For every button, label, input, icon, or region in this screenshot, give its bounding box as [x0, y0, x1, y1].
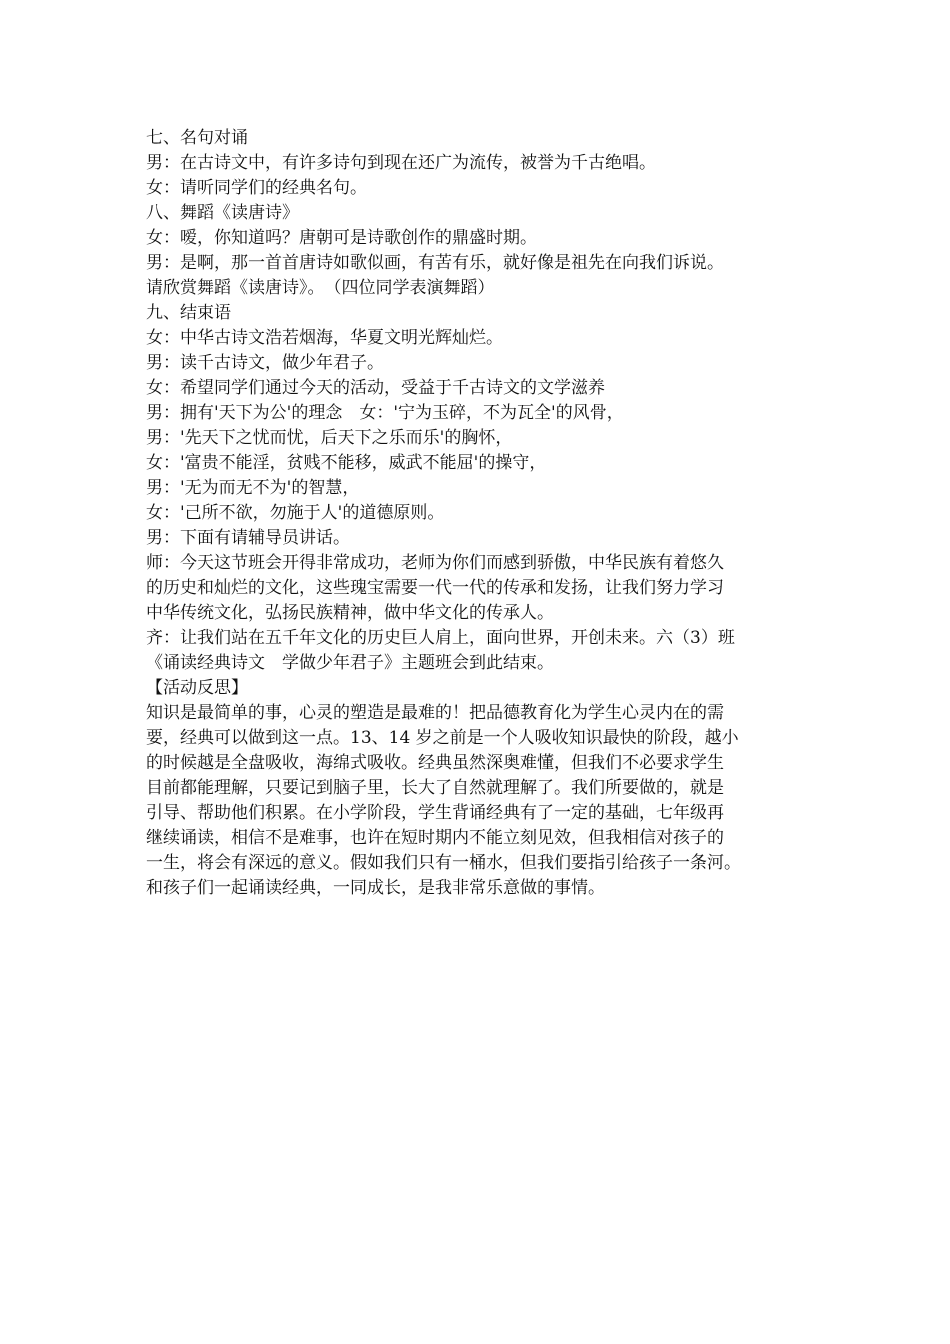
dialogue-line: 男：读千古诗文，做少年君子。 — [146, 353, 384, 373]
teacher-speech — [146, 551, 826, 626]
paragraph-line: 的历史和灿烂的文化，这些瑰宝需要一代一代的传承和发扬，让我们努力学习 — [146, 578, 724, 598]
paragraph-line: 的时候越是全盘吸收，海绵式吸收。经典虽然深奥难懂，但我们不必要求学生 — [146, 753, 724, 773]
paragraph-line: 知识是最简单的事，心灵的塑造是最难的！把品德教育化为学生心灵内在的需 — [146, 703, 724, 723]
dialogue-line: 女：请听同学们的经典名句。 — [146, 178, 367, 198]
stage-direction: 请欣赏舞蹈《读唐诗》。 （四位同学表演舞蹈） — [146, 278, 495, 298]
dialogue-line: 女：希望同学们通过今天的活动，受益于千古诗文的文学滋养 — [146, 378, 605, 398]
paragraph-line: 《诵读经典诗文 学做少年君子》主题班会到此结束。 — [146, 653, 554, 673]
dialogue-line: 男：'无为而无不为'的智慧， — [146, 478, 360, 498]
paragraph-line: 和孩子们一起诵读经典，一同成长，是我非常乐意做的事情。 — [146, 878, 605, 898]
document-body — [146, 126, 826, 901]
section-heading-8: 八、舞蹈《读唐诗》 — [146, 203, 299, 223]
paragraph-line: 中华传统文化，弘扬民族精神，做中华文化的传承人。 — [146, 603, 554, 623]
closing-speech — [146, 626, 826, 676]
dialogue-line: 女：'富贵不能淫，贫贱不能移，威武不能屈'的操守， — [146, 453, 547, 473]
dialogue-line: 男：拥有'天下为公'的理念 女：'宁为玉碎，不为瓦全'的风骨， — [146, 403, 624, 423]
paragraph-line: 一生，将会有深远的意义。假如我们只有一桶水，但我们要指引给孩子一条河。 — [146, 853, 741, 873]
paragraph-line: 继续诵读，相信不是难事，也许在短时期内不能立刻见效，但我相信对孩子的 — [146, 828, 724, 848]
dialogue-line: 女：嗳，你知道吗？唐朝可是诗歌创作的鼎盛时期。 — [146, 228, 537, 248]
paragraph-line: 师：今天这节班会开得非常成功，老师为你们而感到骄傲，中华民族有着悠久 — [146, 553, 724, 573]
paragraph-line: 齐：让我们站在五千年文化的历史巨人肩上，面向世界，开创未来。六（3）班 — [146, 628, 735, 648]
reflection-heading: 【活动反思】 — [146, 678, 248, 698]
section-heading-7: 七、名句对诵 — [146, 128, 248, 148]
reflection-paragraph — [146, 701, 826, 901]
dialogue-line: 女：'己所不欲，勿施于人'的道德原则。 — [146, 503, 445, 523]
dialogue-line: 男：'先天下之忧而忧，后天下之乐而乐'的胸怀， — [146, 428, 513, 448]
paragraph-line: 要，经典可以做到这一点。13、14 岁之前是一个人吸收知识最快的阶段，越小 — [146, 728, 739, 748]
dialogue-line: 男：下面有请辅导员讲话。 — [146, 528, 350, 548]
dialogue-line: 男：是啊，那一首首唐诗如歌似画，有苦有乐，就好像是祖先在向我们诉说。 — [146, 253, 724, 273]
dialogue-line: 女：中华古诗文浩若烟海，华夏文明光辉灿烂。 — [146, 328, 503, 348]
paragraph-line: 目前都能理解，只要记到脑子里，长大了自然就理解了。我们所要做的，就是 — [146, 778, 724, 798]
section-heading-9: 九、结束语 — [146, 303, 231, 323]
dialogue-line: 男：在古诗文中，有许多诗句到现在还广为流传，被誉为千古绝唱。 — [146, 153, 656, 173]
paragraph-line: 引导、帮助他们积累。在小学阶段，学生背诵经典有了一定的基础，七年级再 — [146, 803, 724, 823]
